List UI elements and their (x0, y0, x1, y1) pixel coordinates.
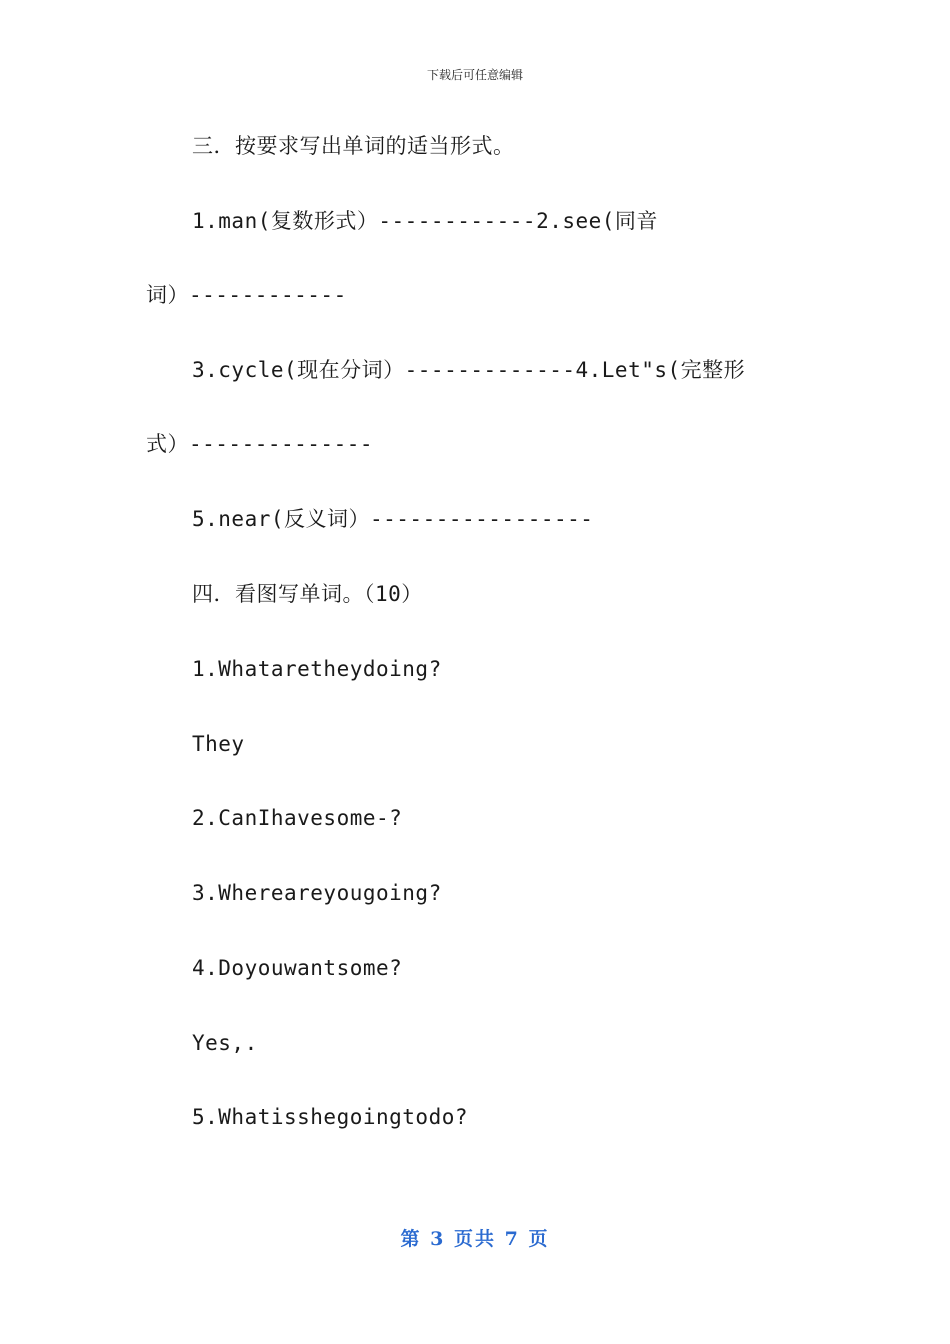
question-5: 5.near(反义词）----------------- (192, 507, 594, 531)
picture-question-4: 4.Doyouwantsome? (192, 956, 403, 980)
picture-question-1: 1.Whataretheydoing? (192, 657, 442, 681)
question-1-line-1: 1.man(复数形式）------------2.see(同音 (192, 209, 658, 233)
picture-question-2: 2.CanIhavesome-? (192, 806, 403, 830)
question-3-line-1: 3.cycle(现在分词）-------------4.Let"s(完整形 (192, 358, 746, 382)
section-4-title: 四．看图写单词。（10） (192, 582, 423, 606)
picture-question-4-answer: Yes,. (192, 1031, 258, 1055)
page-number-footer: 第 3 页共 7 页 (400, 1228, 550, 1250)
section-3-title: 三．按要求写出单词的适当形式。 (192, 134, 515, 158)
picture-question-5: 5.Whatisshegoingtodo? (192, 1105, 469, 1129)
question-3-line-2: 式）-------------- (146, 432, 374, 456)
question-1-line-2: 词）------------ (146, 283, 347, 307)
page-header: 下载后可任意编辑 (426, 68, 523, 82)
picture-question-1-answer: They (192, 732, 245, 756)
picture-question-3: 3.Whereareyougoing? (192, 881, 442, 905)
